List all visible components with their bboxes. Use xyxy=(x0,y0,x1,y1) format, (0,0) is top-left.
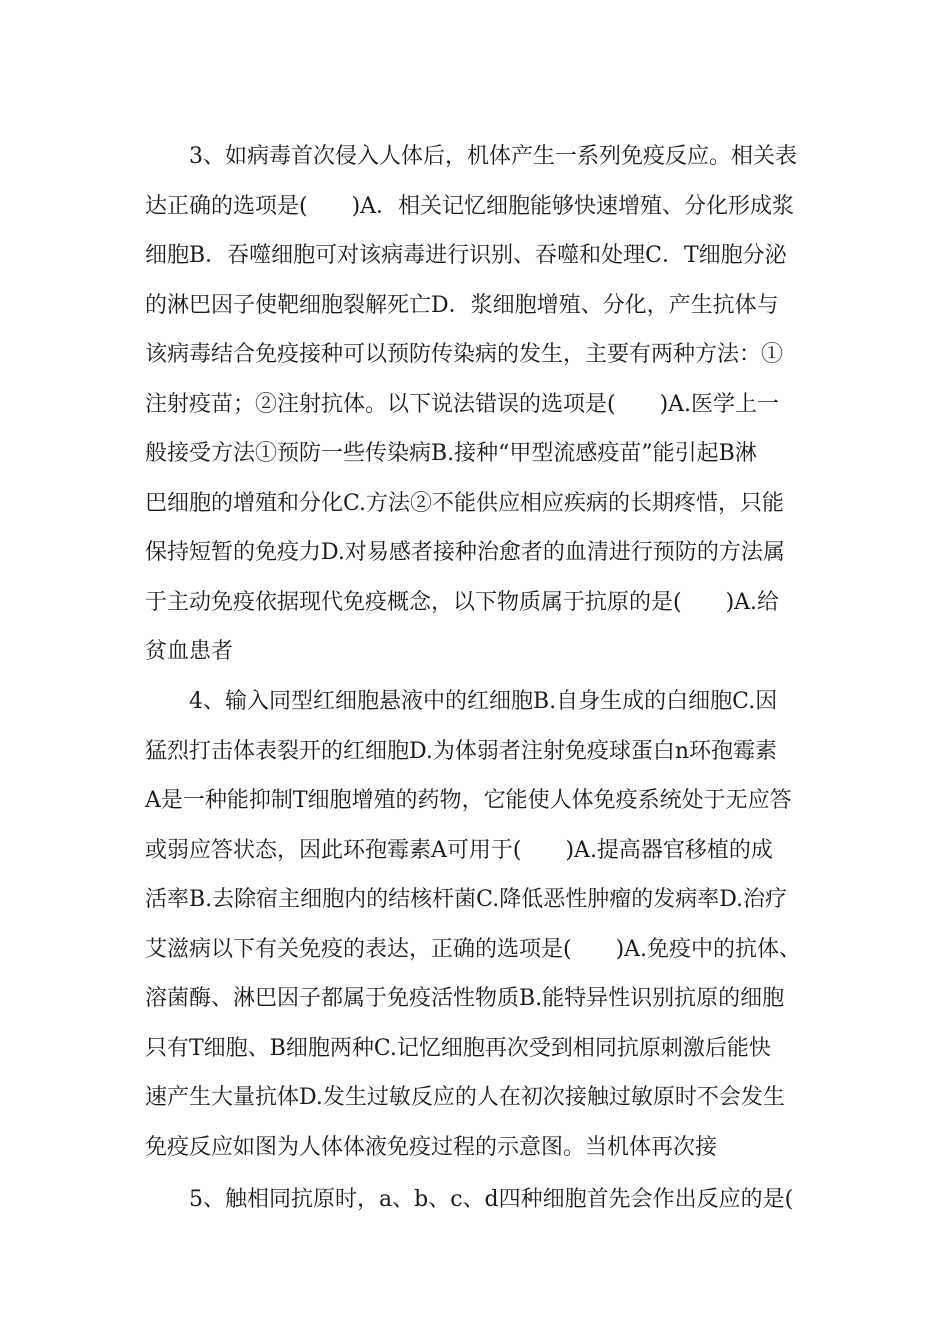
text-line: 贫血患者 xyxy=(145,639,234,664)
text-line: 细胞B．吞噬细胞可对该病毒进行识别、吞噬和处理C．T细胞分泌 xyxy=(145,243,787,268)
text-line: 只有T细胞、B细胞两种C.记忆细胞再次受到相同抗原刺激后能快 xyxy=(145,1035,771,1061)
text-line: 于主动免疫依据现代免疫概念，以下物质属于抗原的是( )A.给 xyxy=(145,589,780,615)
text-line: 该病毒结合免疫接种可以预防传染病的发生，主要有两种方法：① xyxy=(145,342,784,367)
paragraph-question-3 xyxy=(145,132,825,677)
text-line: 溶菌酶、淋巴因子都属于免疫活性物质B.能特异性识别抗原的细胞 xyxy=(145,986,785,1011)
text-line: A是一种能抑制T细胞增殖的药物，它能使人体免疫系统处于无应答 xyxy=(145,788,792,813)
text-line: 达正确的选项是( )A．相关记忆细胞能够快速增殖、分化形成浆 xyxy=(145,193,795,219)
text-line: 艾滋病以下有关免疫的表达，正确的选项是( )A.免疫中的抗体、 xyxy=(145,936,802,962)
text-line: 活率B.去除宿主细胞内的结核杆菌C.降低恶性肿瘤的发病率D.治疗 xyxy=(145,887,788,912)
text-line: 巴细胞的增殖和分化C.方法②不能供应相应疾病的长期疼惜，只能 xyxy=(145,490,785,516)
paragraph-question-4 xyxy=(145,677,825,1172)
text-line: 般接受方法①预防一些传染病B.接种“甲型流感疫苗”能引起B淋 xyxy=(145,441,757,466)
text-line: 猛烈打击体表裂开的红细胞D.为体弱者注射免疫球蛋白n环孢霉素 xyxy=(145,738,778,764)
text-line: 保持短暂的免疫力D.对易感者接种治愈者的血清进行预防的方法属 xyxy=(145,540,785,565)
text-line: 或弱应答状态，因此环孢霉素A可用于( )A.提高器官移植的成 xyxy=(145,837,773,863)
text-line: 3、如病毒首次侵入人体后，机体产生一系列免疫反应。相关表 xyxy=(189,144,797,169)
paragraph-question-5 xyxy=(145,1175,825,1225)
text-line: 速产生大量抗体D.发生过敏反应的人在初次接触过敏原时不会发生 xyxy=(145,1085,785,1110)
text-line: 5、触相同抗原时，a、b、c、d四种细胞首先会作出反应的是( xyxy=(189,1187,794,1212)
text-line: 4、输入同型红细胞悬液中的红细胞B.自身生成的白细胞C.因 xyxy=(189,689,778,714)
text-line: 注射疫苗；②注射抗体。以下说法错误的选项是( )A.医学上一 xyxy=(145,391,780,417)
text-line: 的淋巴因子使靶细胞裂解死亡D．浆细胞增殖、分化，产生抗体与 xyxy=(145,292,779,318)
text-line: 免疫反应如图为人体体液免疫过程的示意图。当机体再次接 xyxy=(145,1134,718,1160)
